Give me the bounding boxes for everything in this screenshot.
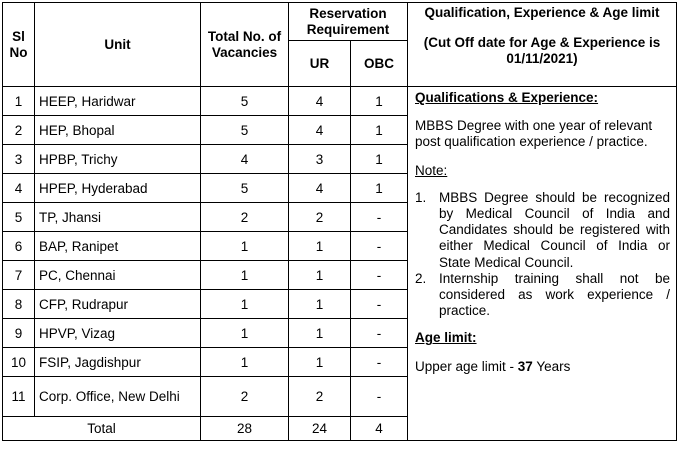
cell-ur: 4 bbox=[289, 174, 351, 203]
cell-unit: HPBP, Trichy bbox=[35, 145, 201, 174]
cell-ur: 4 bbox=[289, 87, 351, 116]
cell-obc: 1 bbox=[351, 174, 408, 203]
cell-ur: 3 bbox=[289, 145, 351, 174]
header-sl-no: Sl No bbox=[3, 3, 35, 87]
cell-ur: 2 bbox=[289, 377, 351, 417]
cell-ur: 1 bbox=[289, 348, 351, 377]
note-text: Internship training shall not be considered as work experience / practice. bbox=[439, 270, 670, 319]
cell-sl: 11 bbox=[3, 377, 35, 417]
header-ur: UR bbox=[289, 41, 351, 87]
age-heading: Age limit: bbox=[415, 330, 477, 346]
header-reservation: Reservation Requirement bbox=[289, 3, 408, 41]
cell-unit: HPEP, Hyderabad bbox=[35, 174, 201, 203]
table-row bbox=[3, 87, 677, 116]
cell-obc: - bbox=[351, 348, 408, 377]
cell-unit: TP, Jhansi bbox=[35, 203, 201, 232]
header-qualification bbox=[408, 3, 677, 87]
list-item bbox=[415, 271, 670, 320]
cell-total: 5 bbox=[201, 87, 289, 116]
cell-sl: 8 bbox=[3, 290, 35, 319]
qualification-heading: Qualifications & Experience: bbox=[415, 90, 599, 105]
header-obc: OBC bbox=[351, 41, 408, 87]
cell-unit: HEEP, Haridwar bbox=[35, 87, 201, 116]
cell-total: 1 bbox=[201, 319, 289, 348]
cell-total: 1 bbox=[201, 348, 289, 377]
note-text: MBBS Degree should be recognized by Medical Council of India and Candidates should be registered with either Medical Council of India or State Medical Council. bbox=[439, 189, 670, 270]
cell-obc: 1 bbox=[351, 145, 408, 174]
qualification-cell bbox=[408, 87, 677, 441]
cell-sl: 7 bbox=[3, 261, 35, 290]
total-label: Total bbox=[3, 417, 201, 441]
age-value: 37 bbox=[517, 358, 533, 374]
note-label: Note: bbox=[415, 162, 448, 178]
cell-total: 2 bbox=[201, 377, 289, 417]
cell-unit: CFP, Rudrapur bbox=[35, 290, 201, 319]
header-unit: Unit bbox=[35, 3, 201, 87]
cell-sl: 1 bbox=[3, 87, 35, 116]
cell-ur: 1 bbox=[289, 261, 351, 290]
cell-obc: - bbox=[351, 290, 408, 319]
total-obc: 4 bbox=[351, 417, 408, 441]
cell-ur: 4 bbox=[289, 116, 351, 145]
list-item bbox=[415, 190, 670, 271]
cell-total: 4 bbox=[201, 145, 289, 174]
cell-obc: - bbox=[351, 319, 408, 348]
qualification-text: MBBS Degree with one year of relevant post qualification experience / practice. bbox=[415, 118, 653, 150]
cell-obc: - bbox=[351, 377, 408, 417]
note-number: 1. bbox=[415, 189, 427, 205]
cell-total: 5 bbox=[201, 174, 289, 203]
cell-total: 5 bbox=[201, 116, 289, 145]
cell-unit: HEP, Bhopal bbox=[35, 116, 201, 145]
cell-ur: 1 bbox=[289, 319, 351, 348]
vacancy-table bbox=[2, 2, 677, 441]
cell-ur: 1 bbox=[289, 232, 351, 261]
cell-ur: 1 bbox=[289, 290, 351, 319]
cell-total: 1 bbox=[201, 232, 289, 261]
age-prefix: Upper age limit - bbox=[415, 358, 518, 374]
cell-unit: FSIP, Jagdishpur bbox=[35, 348, 201, 377]
cell-total: 1 bbox=[201, 261, 289, 290]
cell-obc: - bbox=[351, 261, 408, 290]
cell-sl: 9 bbox=[3, 319, 35, 348]
age-limit bbox=[415, 359, 670, 375]
cell-obc: - bbox=[351, 203, 408, 232]
cell-sl: 3 bbox=[3, 145, 35, 174]
cell-obc: 1 bbox=[351, 87, 408, 116]
cell-obc: 1 bbox=[351, 116, 408, 145]
age-suffix: Years bbox=[532, 358, 571, 374]
header-total-vacancies: Total No. of Vacancies bbox=[201, 3, 289, 87]
cutoff-note: (Cut Off date for Age & Experience is 01/11/2021) bbox=[423, 35, 661, 66]
cell-total: 1 bbox=[201, 290, 289, 319]
cell-sl: 6 bbox=[3, 232, 35, 261]
cell-unit: BAP, Ranipet bbox=[35, 232, 201, 261]
total-ur: 24 bbox=[289, 417, 351, 441]
cell-unit: PC, Chennai bbox=[35, 261, 201, 290]
cell-ur: 2 bbox=[289, 203, 351, 232]
total-vacancies: 28 bbox=[201, 417, 289, 441]
notes-list bbox=[415, 190, 670, 320]
cell-sl: 10 bbox=[3, 348, 35, 377]
cell-unit: HPVP, Vizag bbox=[35, 319, 201, 348]
cell-unit: Corp. Office, New Delhi bbox=[35, 377, 201, 417]
cell-sl: 2 bbox=[3, 116, 35, 145]
note-number: 2. bbox=[415, 270, 427, 286]
cell-obc: - bbox=[351, 232, 408, 261]
cell-sl: 5 bbox=[3, 203, 35, 232]
cell-sl: 4 bbox=[3, 174, 35, 203]
cell-total: 2 bbox=[201, 203, 289, 232]
qualification-title: Qualification, Experience & Age limit bbox=[424, 5, 660, 20]
